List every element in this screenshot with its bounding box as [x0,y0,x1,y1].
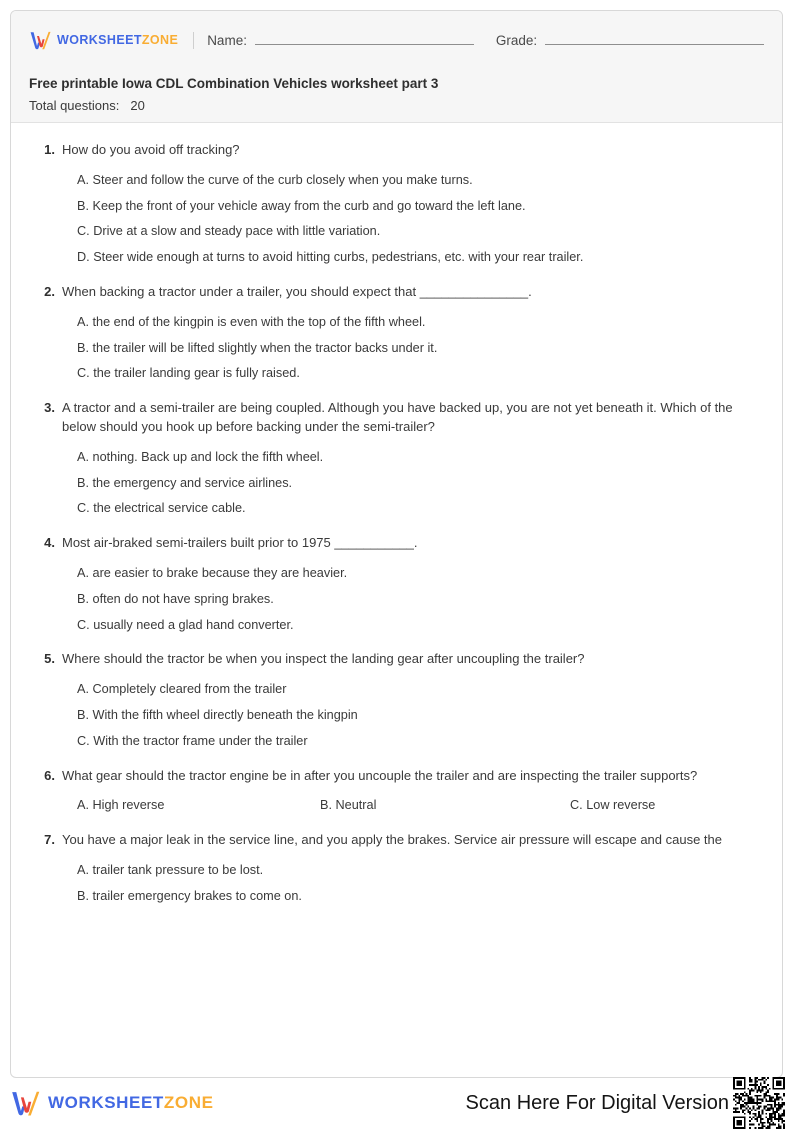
grade-label: Grade: [495,32,538,48]
name-input-line[interactable] [255,34,474,45]
total-questions [29,98,764,113]
question-number: 1. [44,142,55,157]
answer-option[interactable]: C. the electrical service cable. [77,501,246,516]
footer-brand-name-second: ZONE [163,1093,214,1112]
question-item [31,650,762,750]
header-divider [193,32,194,49]
grade-field[interactable] [496,33,764,48]
grade-input-line[interactable] [545,34,764,45]
question-text: A tractor and a semi-trailer are being coupled. Although you have backed up, you are not yet beneath it. Which of the below should you hook up before backing under the semi-trailer? [62,400,733,434]
page-title: Free printable Iowa CDL Combination Vehicles worksheet part 3 [29,76,439,91]
question-heading [31,650,762,669]
footer-brand-logo [10,1090,214,1117]
worksheet-header [11,11,782,123]
question-item [31,283,762,383]
question-text: How do you avoid off tracking? [62,142,240,157]
answer-option[interactable]: C. usually need a glad hand converter. [77,617,294,632]
option-list [31,854,762,906]
option-list [31,789,762,815]
question-number: 2. [44,283,55,299]
answer-option[interactable]: D. Steer wide enough at turns to avoid hitting curbs, pedestrians, etc. with your rear trailer. [77,250,584,265]
page-footer [0,1084,793,1122]
brand-logo [29,31,178,50]
answer-option[interactable]: B. the trailer will be lifted slightly when the tractor backs under it. [77,340,438,355]
question-number: 7. [44,832,55,848]
answer-option[interactable]: C. the trailer landing gear is fully raised. [77,366,300,381]
answer-option[interactable]: A. nothing. Back up and lock the fifth wheel. [77,449,324,464]
answer-option[interactable]: A. Completely cleared from the trailer [77,682,287,697]
question-number: 4. [44,535,55,551]
answer-option[interactable]: C. Low reverse [570,798,656,813]
scan-here-text: Scan Here For Digital Version [465,1091,729,1114]
answer-option[interactable]: B. often do not have spring brakes. [77,591,274,606]
option-list [31,164,762,267]
option-list [31,673,762,750]
question-item [31,767,762,816]
footer-brand-name-first: WORKSHEET [48,1093,164,1112]
footer-scan-group [466,1077,785,1129]
question-list [11,123,782,932]
question-number: 5. [44,651,55,667]
question-item [31,399,762,518]
qr-code-icon[interactable] [733,1077,785,1129]
question-heading [31,767,762,786]
brand-logo-text [57,33,178,47]
question-text: Most air-braked semi-trailers built prior to 1975 ___________. [62,535,418,551]
worksheet-card [10,10,783,1078]
total-questions-value: 20 [130,98,145,113]
brand-name-second: ZONE [141,33,179,47]
question-heading [31,534,762,553]
answer-option[interactable]: B. Neutral [320,798,377,813]
answer-option[interactable]: A. Steer and follow the curve of the curb closely when you make turns. [77,172,473,187]
question-text: Where should the tractor be when you inspect the landing gear after uncoupling the trailer? [62,651,585,667]
footer-brand-logo-text [48,1093,214,1113]
answer-option[interactable]: B. the emergency and service airlines. [77,475,293,490]
question-heading [31,283,762,302]
total-questions-label: Total questions: [29,98,120,113]
question-number: 6. [44,767,55,783]
answer-option[interactable]: B. trailer emergency brakes to come on. [77,888,302,903]
name-label: Name: [207,32,247,48]
answer-option[interactable]: B. Keep the front of your vehicle away from the curb and go toward the left lane. [77,198,526,213]
question-item [31,141,762,267]
question-text: What gear should the tractor engine be in after you uncouple the trailer and are inspecting the trailer supports? [62,767,698,783]
answer-option[interactable]: C. With the tractor frame under the trailer [77,733,308,748]
worksheet-zone-w-icon [10,1090,40,1117]
brand-name-first: WORKSHEET [57,33,142,47]
worksheet-zone-w-icon [29,31,51,50]
question-heading [31,399,762,437]
question-text: You have a major leak in the service line, and you apply the brakes. Service air pressure will escape and cause the [62,832,723,848]
header-top-row [29,25,764,55]
question-heading [31,141,762,160]
question-number: 3. [44,400,55,416]
question-item [31,534,762,634]
answer-option[interactable]: A. are easier to brake because they are heavier. [77,566,348,581]
name-field[interactable] [207,33,474,48]
answer-option[interactable]: A. High reverse [77,798,165,813]
answer-option[interactable]: B. With the fifth wheel directly beneath the kingpin [77,708,358,722]
question-item [31,831,762,905]
answer-option[interactable]: A. the end of the kingpin is even with the top of the fifth wheel. [77,314,426,329]
question-text: When backing a tractor under a trailer, you should expect that _______________. [62,283,532,299]
option-list [31,441,762,518]
option-list [31,557,762,634]
option-list [31,306,762,383]
answer-option[interactable]: A. trailer tank pressure to be lost. [77,863,264,878]
question-heading [31,831,762,850]
answer-option[interactable]: C. Drive at a slow and steady pace with little variation. [77,224,381,239]
